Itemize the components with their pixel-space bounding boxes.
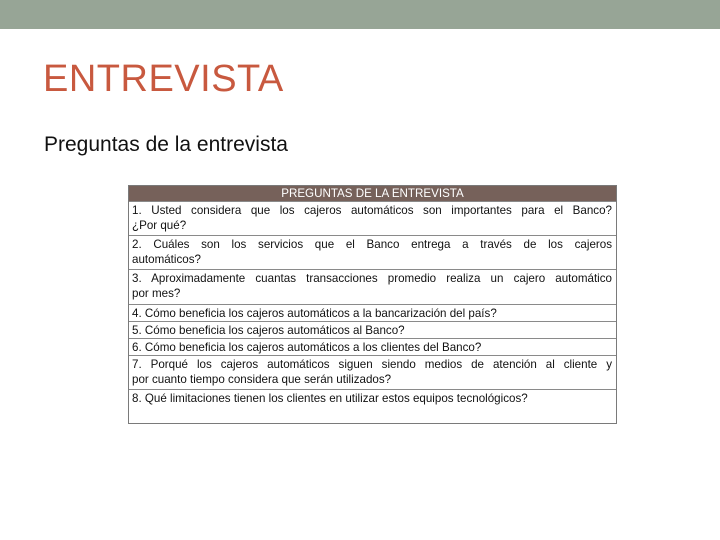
table-header: PREGUNTAS DE LA ENTREVISTA bbox=[129, 186, 616, 201]
questions-table bbox=[128, 185, 617, 424]
question-row bbox=[129, 389, 616, 423]
question-row bbox=[129, 355, 616, 389]
top-accent-band bbox=[0, 0, 720, 29]
question-text-line: 5. Cómo beneficia los cajeros automáticos al Banco? bbox=[132, 324, 405, 337]
question-text-line: 8. Qué limitaciones tienen los clientes en utilizar estos equipos tecnológicos? bbox=[132, 392, 528, 405]
question-row bbox=[129, 201, 616, 235]
question-text-line: 4. Cómo beneficia los cajeros automáticos a la bancarización del país? bbox=[132, 307, 497, 320]
question-text-line: automáticos? bbox=[132, 253, 201, 266]
question-text-line: por cuanto tiempo considera que serán utilizados? bbox=[132, 373, 392, 386]
question-text-line: 2. Cuáles son los servicios que el Banco entrega a través de los cajeros bbox=[132, 238, 612, 251]
question-row bbox=[129, 269, 616, 304]
question-row bbox=[129, 338, 616, 355]
question-text-line: 3. Aproximadamente cuantas transacciones promedio realiza un cajero automático bbox=[132, 272, 612, 285]
question-text-line: por mes? bbox=[132, 287, 181, 300]
question-row bbox=[129, 304, 616, 321]
question-text-line: ¿Por qué? bbox=[132, 219, 187, 232]
slide-title: ENTREVISTA bbox=[43, 58, 284, 100]
slide-subtitle: Preguntas de la entrevista bbox=[44, 133, 288, 156]
question-row bbox=[129, 321, 616, 338]
question-text-line: 1. Usted considera que los cajeros automáticos son importantes para el Banco? bbox=[132, 204, 612, 217]
question-text-line: 6. Cómo beneficia los cajeros automáticos a los clientes del Banco? bbox=[132, 341, 482, 354]
question-text-line: 7. Porqué los cajeros automáticos siguen siendo medios de atención al cliente y bbox=[132, 358, 612, 371]
question-row bbox=[129, 235, 616, 269]
